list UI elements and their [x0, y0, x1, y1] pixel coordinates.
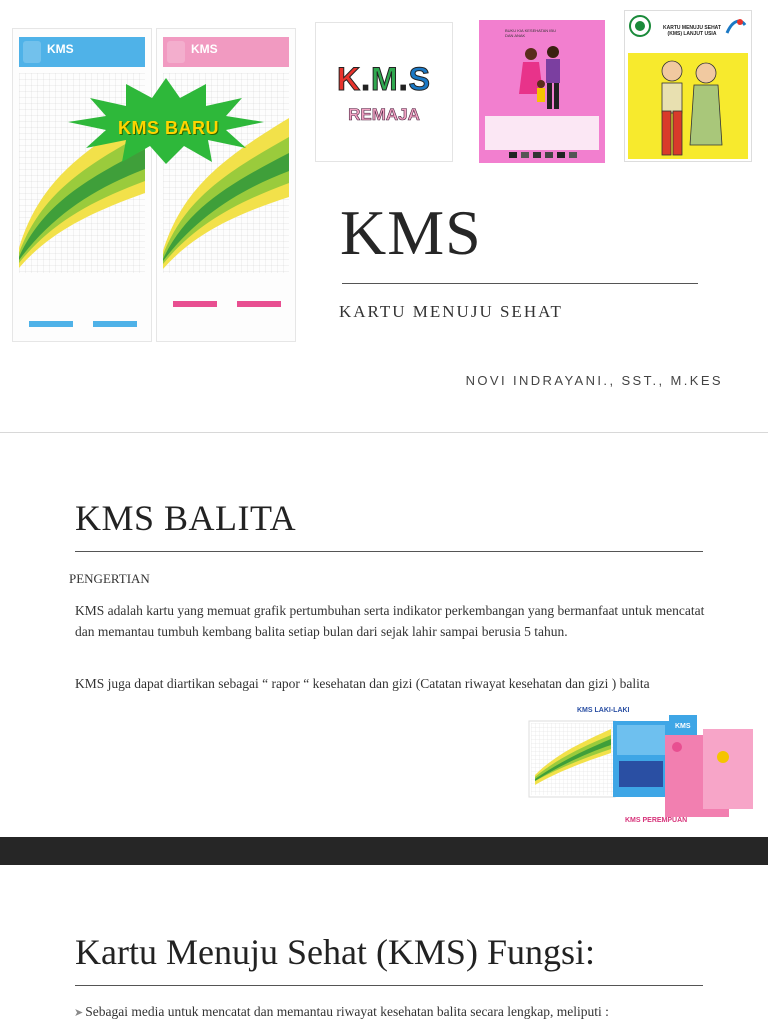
kms-lansia-cover-image	[624, 10, 752, 162]
child-figure-icon	[23, 41, 41, 63]
kms-card-footer	[19, 277, 145, 335]
kms-baru-badge: KMS BARU	[118, 118, 219, 138]
buku-kia-cover-image	[479, 20, 605, 163]
kms-cards-photo	[527, 707, 755, 829]
slide-title: Kartu Menuju Sehat (KMS) Fungsi:	[75, 932, 595, 972]
definition-paragraph: KMS juga dapat diartikan sebagai “ rapor “ kesehatan dan gizi (Catatan riwayat kesehatan dan gizi ) balita	[75, 676, 650, 691]
kms-card-footer	[163, 277, 289, 335]
kms-remaja-logo	[315, 22, 453, 162]
logo-letter-s: S	[408, 61, 431, 97]
logo-letter-k: K	[337, 61, 362, 97]
kms-cards-illustration	[527, 711, 755, 829]
kms-balita-slide	[0, 433, 768, 837]
list-item	[74, 1004, 609, 1020]
kms-card-logo: KMS	[191, 42, 218, 56]
lansia-illustration-bg	[628, 53, 748, 159]
lansia-title: KARTU MENUJU SEHAT (KMS) LANJUT USIA	[663, 25, 721, 37]
kms-perempuan-label: KMS PEREMPUAN	[625, 817, 688, 824]
bullet-text: Sebagai media untuk mencatat dan memantau riwayat kesehatan balita secara lengkap, meliputi :	[85, 1004, 609, 1019]
subtitle: KARTU MENUJU SEHAT	[339, 302, 563, 321]
title-divider	[75, 985, 703, 986]
kms-laki-laki-label: KMS LAKI-LAKI	[577, 707, 630, 714]
definition-paragraph: KMS adalah kartu yang memuat grafik pertumbuhan serta indikator perkembangan yang bermanfaat untuk mencatat dan memantau tumbuh kembang balita setiap bulan dari sejak lahir sampai berusia 5 tahun.	[75, 603, 705, 639]
kia-info-box	[485, 116, 599, 150]
kms-letters: K.M.S	[337, 61, 431, 97]
kia-app-icons	[509, 152, 579, 159]
kms-card-logo: KMS	[47, 42, 74, 56]
slide-separator-dark	[0, 837, 768, 865]
kemenkes-logo-icon	[629, 15, 651, 37]
title-divider	[342, 283, 698, 284]
section-label: PENGERTIAN	[69, 571, 150, 586]
kms-logo-label: KMS	[675, 723, 691, 730]
arrow-right-icon: ➤	[74, 1006, 84, 1019]
title-divider	[75, 551, 703, 552]
author-name: NOVI INDRAYANI., SST., M.KES	[465, 373, 723, 388]
kia-title: BUKU KIA KESEHATAN IBU DAN ANAK	[505, 28, 556, 38]
child-figure-icon	[167, 41, 185, 63]
ribbon-logo-icon	[725, 17, 747, 37]
family-illustration-icon	[513, 44, 573, 114]
kms-fungsi-slide	[0, 865, 768, 1024]
kms-card-header	[163, 37, 289, 67]
slide-title: KMS BALITA	[75, 498, 297, 538]
page-title: KMS	[340, 197, 482, 268]
elderly-couple-illustration-icon	[628, 53, 748, 159]
title-slide	[0, 0, 768, 432]
remaja-word: REMAJA	[348, 105, 420, 124]
logo-letter-m: M	[371, 61, 399, 97]
kms-growth-cards-image	[12, 28, 294, 340]
kms-card-header	[19, 37, 145, 67]
